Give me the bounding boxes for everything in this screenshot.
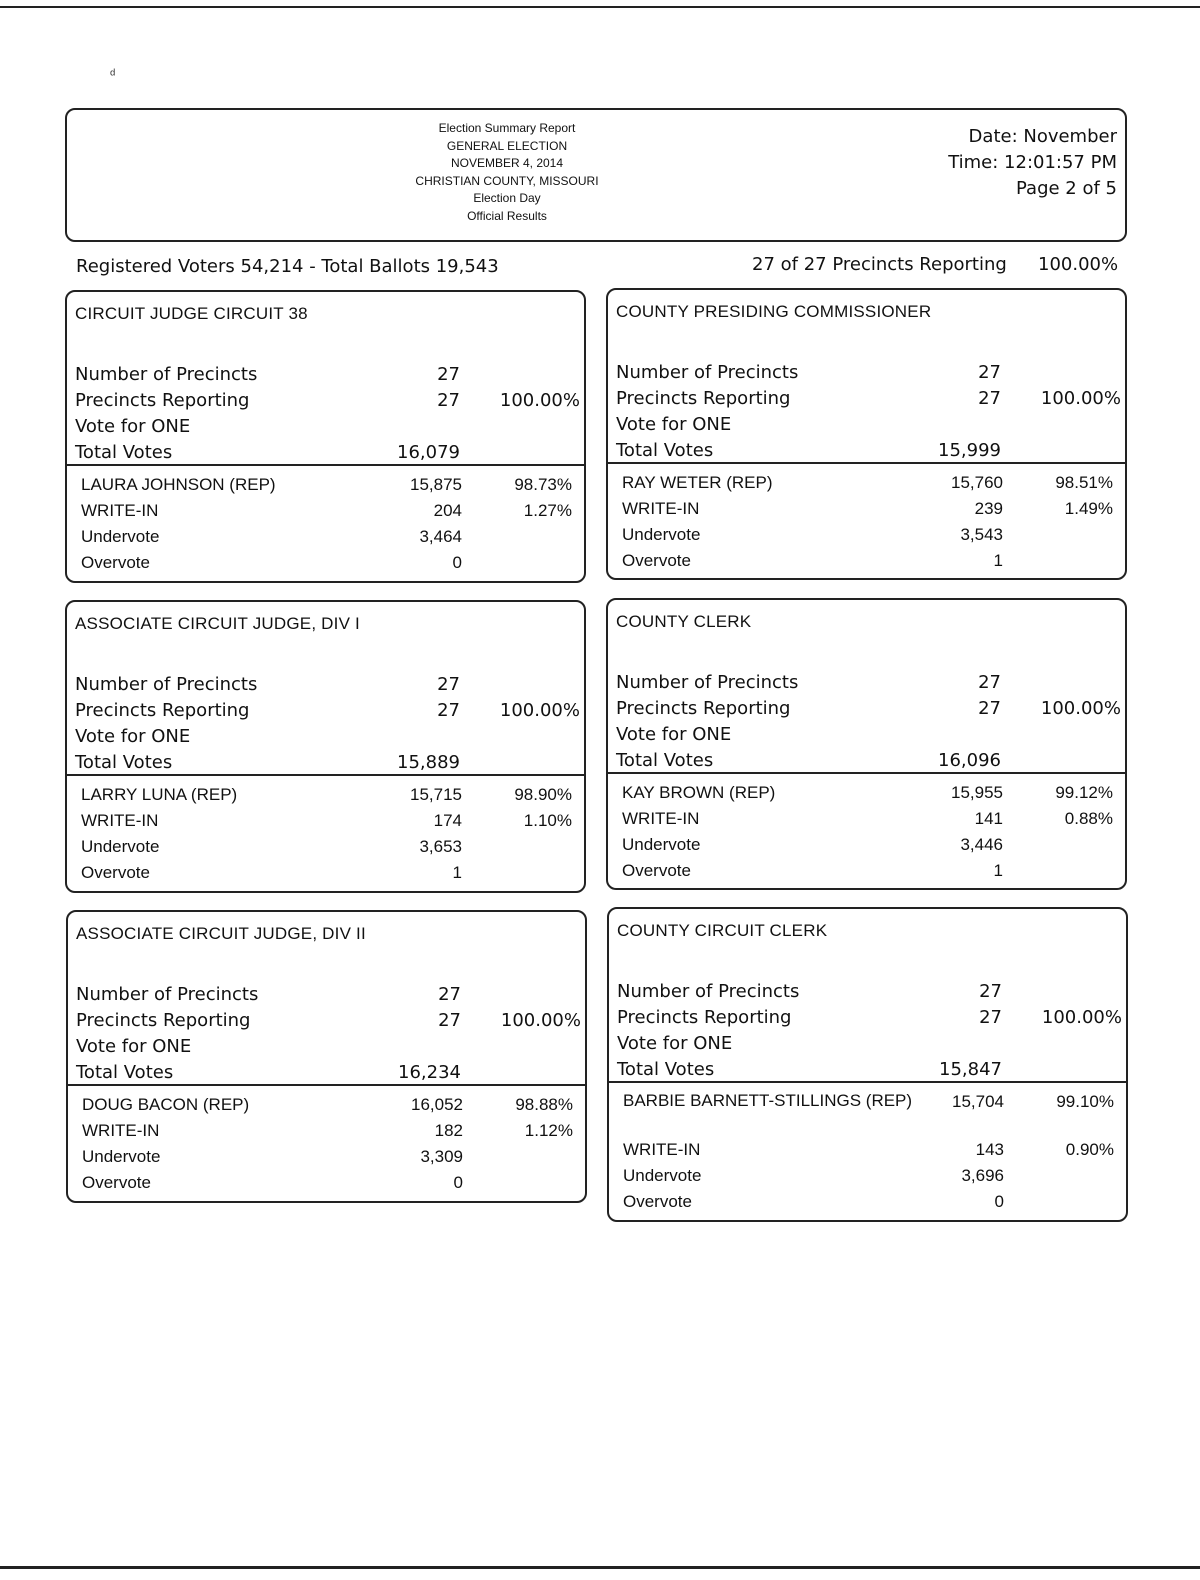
race-box [606, 598, 1127, 890]
stat-label: Vote for ONE [75, 726, 191, 747]
stat-value: 27 [437, 364, 460, 385]
candidate-percent: 1.12% [524, 1121, 573, 1140]
candidate-votes: 15,955 [951, 783, 1003, 802]
stat-row [616, 722, 1125, 748]
race-divider [67, 464, 584, 466]
stat-row [616, 412, 1125, 438]
candidate-percent: 0.88% [1064, 809, 1113, 828]
candidate-name: Overvote [81, 553, 150, 572]
report-time: Time: 12:01:57 PM [948, 152, 1117, 173]
candidate-list [622, 470, 1125, 574]
candidate-row [622, 832, 1125, 858]
race-stats [75, 362, 584, 466]
race-stats [617, 979, 1126, 1083]
stat-label: Total Votes [75, 752, 173, 773]
stat-value: 27 [979, 1007, 1002, 1028]
stat-row [75, 440, 584, 466]
race-stats [616, 670, 1125, 774]
report-meta [948, 124, 1117, 202]
candidate-percent: 1.49% [1064, 499, 1113, 518]
stat-row [617, 1031, 1126, 1057]
stat-percent: 100.00% [1040, 698, 1121, 719]
candidate-percent: 98.88% [515, 1095, 573, 1114]
stat-row [76, 1034, 585, 1060]
candidate-name: Overvote [622, 861, 691, 880]
stat-label: Number of Precincts [75, 364, 258, 385]
report-title-block [397, 120, 617, 225]
candidate-row [82, 1170, 585, 1196]
stat-value: 15,999 [938, 440, 1001, 461]
candidate-votes: 239 [974, 499, 1003, 518]
candidate-name: Overvote [82, 1173, 151, 1192]
candidate-votes: 3,309 [420, 1147, 463, 1166]
stat-label: Vote for ONE [75, 416, 191, 437]
precincts-reporting-percent: 100.00% [1038, 254, 1119, 275]
candidate-row [623, 1163, 1126, 1189]
stat-row [76, 1008, 585, 1034]
race-title: COUNTY PRESIDING COMMISSIONER [616, 302, 932, 321]
stat-label: Precincts Reporting [616, 388, 791, 409]
stat-row [76, 982, 585, 1008]
stat-value: 16,234 [398, 1062, 461, 1083]
candidate-name: WRITE-IN [81, 811, 159, 830]
candidate-row [81, 808, 584, 834]
stat-label: Precincts Reporting [617, 1007, 792, 1028]
race-divider [67, 774, 584, 776]
candidate-votes: 16,052 [411, 1095, 463, 1114]
candidate-name: Undervote [622, 525, 701, 544]
race-box [607, 907, 1128, 1222]
stat-row [616, 696, 1125, 722]
candidate-row [81, 524, 584, 550]
candidate-percent: 0.90% [1065, 1140, 1114, 1159]
candidate-votes: 1 [993, 551, 1003, 570]
voters-ballots-summary: Registered Voters 54,214 - Total Ballots 19,543 [76, 256, 499, 277]
candidate-name: KAY BROWN (REP) [622, 783, 776, 802]
stat-label: Total Votes [616, 750, 714, 771]
stat-row [617, 1005, 1126, 1031]
stat-value: 27 [979, 981, 1002, 1002]
page-number: Page 2 of 5 [1016, 178, 1117, 199]
candidate-row [81, 472, 584, 498]
candidate-name: WRITE-IN [623, 1140, 701, 1159]
report-date: Date: November [968, 126, 1117, 147]
candidate-percent: 98.73% [514, 475, 572, 494]
candidate-votes: 15,704 [952, 1092, 1004, 1111]
stat-value: 27 [978, 362, 1001, 383]
candidate-votes: 15,875 [410, 475, 462, 494]
candidate-percent: 99.10% [1056, 1092, 1114, 1111]
race-stats [76, 982, 585, 1086]
stat-label: Total Votes [75, 442, 173, 463]
candidate-votes: 174 [433, 811, 462, 830]
stat-row [75, 750, 584, 776]
race-divider [68, 1084, 585, 1086]
candidate-row [623, 1189, 1126, 1215]
stat-value: 15,847 [939, 1059, 1002, 1080]
stat-label: Precincts Reporting [616, 698, 791, 719]
candidate-votes: 3,446 [960, 835, 1003, 854]
stat-row [75, 698, 584, 724]
race-box [65, 600, 586, 893]
stat-label: Total Votes [616, 440, 714, 461]
candidate-name: DOUG BACON (REP) [82, 1095, 250, 1114]
candidate-name: WRITE-IN [622, 499, 700, 518]
stat-label: Precincts Reporting [75, 390, 250, 411]
stat-label: Number of Precincts [616, 672, 799, 693]
candidate-name: RAY WETER (REP) [622, 473, 773, 492]
stat-label: Vote for ONE [76, 1036, 192, 1057]
stat-row [616, 670, 1125, 696]
stat-value: 27 [978, 672, 1001, 693]
candidate-percent: 99.12% [1055, 783, 1113, 802]
jurisdiction: CHRISTIAN COUNTY, MISSOURI [415, 173, 599, 188]
candidate-list [81, 782, 584, 886]
candidate-votes: 3,696 [961, 1166, 1004, 1185]
candidate-row [81, 834, 584, 860]
bottom-rule [0, 1566, 1200, 1569]
candidate-name: Overvote [81, 863, 150, 882]
candidate-row [81, 550, 584, 576]
stat-label: Precincts Reporting [75, 700, 250, 721]
race-title: COUNTY CIRCUIT CLERK [617, 921, 828, 940]
candidate-row [622, 858, 1125, 884]
candidate-name: WRITE-IN [81, 501, 159, 520]
stat-percent: 100.00% [1041, 1007, 1122, 1028]
candidate-row [81, 860, 584, 886]
race-stats [75, 672, 584, 776]
candidate-name: Overvote [623, 1192, 692, 1211]
stat-percent: 100.00% [499, 390, 580, 411]
stat-row [75, 724, 584, 750]
candidate-votes: 143 [975, 1140, 1004, 1159]
stat-label: Number of Precincts [616, 362, 799, 383]
stat-percent: 100.00% [1040, 388, 1121, 409]
candidate-list [623, 1089, 1126, 1215]
stat-label: Vote for ONE [616, 414, 732, 435]
election-date: NOVEMBER 4, 2014 [450, 156, 564, 170]
candidate-name: Undervote [81, 527, 160, 546]
candidate-votes: 3,653 [419, 837, 462, 856]
candidate-votes: 0 [453, 1173, 463, 1192]
candidate-votes: 0 [452, 553, 462, 572]
race-title: COUNTY CLERK [616, 612, 752, 631]
candidate-votes: 141 [974, 809, 1003, 828]
election-day-label: Election Day [473, 191, 541, 205]
candidate-name: Undervote [82, 1147, 161, 1166]
candidate-name: Overvote [622, 551, 691, 570]
candidate-percent: 98.51% [1055, 473, 1113, 492]
stat-value: 27 [437, 700, 460, 721]
stat-label: Precincts Reporting [76, 1010, 251, 1031]
official-results-label: Official Results [467, 208, 547, 223]
candidate-votes: 1 [452, 863, 462, 882]
candidate-list [82, 1092, 585, 1196]
stat-label: Vote for ONE [616, 724, 732, 745]
candidate-row [81, 782, 584, 808]
race-box [606, 288, 1127, 580]
election-name: GENERAL ELECTION [446, 138, 568, 153]
candidate-row [622, 806, 1125, 832]
candidate-row [622, 522, 1125, 548]
race-stats [616, 360, 1125, 464]
race-divider [608, 772, 1125, 774]
race-title: ASSOCIATE CIRCUIT JUDGE, DIV II [76, 924, 366, 943]
report-header [65, 108, 1127, 242]
stat-label: Total Votes [617, 1059, 715, 1080]
stat-row [75, 388, 584, 414]
candidate-votes: 15,760 [951, 473, 1003, 492]
candidate-name: WRITE-IN [622, 809, 700, 828]
precincts-reporting-summary: 27 of 27 Precincts Reporting [752, 254, 1007, 275]
candidate-row [81, 498, 584, 524]
race-title: ASSOCIATE CIRCUIT JUDGE, DIV I [75, 614, 360, 633]
candidate-row [622, 470, 1125, 496]
candidate-name: LAURA JOHNSON (REP) [81, 475, 276, 494]
stat-row [76, 1060, 585, 1086]
candidate-votes: 0 [994, 1192, 1004, 1211]
stat-label: Total Votes [76, 1062, 174, 1083]
candidate-name: Undervote [623, 1166, 702, 1185]
candidate-list [622, 780, 1125, 884]
candidate-votes: 204 [433, 501, 462, 520]
candidate-votes: 3,464 [419, 527, 462, 546]
stat-value: 27 [978, 388, 1001, 409]
stat-value: 27 [438, 1010, 461, 1031]
race-title: CIRCUIT JUDGE CIRCUIT 38 [75, 304, 308, 323]
candidate-row [622, 496, 1125, 522]
stat-row [616, 386, 1125, 412]
candidate-name: LARRY LUNA (REP) [81, 785, 238, 804]
stat-row [616, 360, 1125, 386]
stat-label: Number of Precincts [617, 981, 800, 1002]
top-rule [0, 6, 1200, 8]
candidate-name: WRITE-IN [82, 1121, 160, 1140]
candidate-name: BARBIE BARNETT-STILLINGS (REP) [623, 1091, 913, 1110]
stat-row [616, 438, 1125, 464]
stat-label: Number of Precincts [76, 984, 259, 1005]
race-divider [609, 1081, 1126, 1083]
candidate-row [82, 1118, 585, 1144]
candidate-row [82, 1092, 585, 1118]
stat-row [616, 748, 1125, 774]
stat-value: 27 [437, 390, 460, 411]
stat-value: 15,889 [397, 752, 460, 773]
candidate-list [81, 472, 584, 576]
race-box [65, 290, 586, 583]
stat-label: Vote for ONE [617, 1033, 733, 1054]
candidate-percent: 1.10% [523, 811, 572, 830]
candidate-votes: 15,715 [410, 785, 462, 804]
stat-row [75, 672, 584, 698]
stat-row [75, 414, 584, 440]
scan-mark: ᵈ [110, 66, 116, 82]
stat-percent: 100.00% [500, 1010, 581, 1031]
stat-value: 27 [437, 674, 460, 695]
candidate-name: Undervote [81, 837, 160, 856]
stat-row [617, 1057, 1126, 1083]
race-divider [608, 462, 1125, 464]
candidate-row [622, 548, 1125, 574]
candidate-row [623, 1089, 1126, 1137]
report-title: Election Summary Report [438, 121, 576, 135]
candidate-name: Undervote [622, 835, 701, 854]
stat-label: Number of Precincts [75, 674, 258, 695]
stat-value: 16,096 [938, 750, 1001, 771]
stat-value: 27 [978, 698, 1001, 719]
candidate-votes: 182 [434, 1121, 463, 1140]
race-box [66, 910, 587, 1203]
candidate-row [82, 1144, 585, 1170]
candidate-row [622, 780, 1125, 806]
candidate-votes: 1 [993, 861, 1003, 880]
stat-row [75, 362, 584, 388]
stat-row [617, 979, 1126, 1005]
candidate-votes: 3,543 [960, 525, 1003, 544]
stat-value: 27 [438, 984, 461, 1005]
candidate-row [623, 1137, 1126, 1163]
stat-value: 16,079 [397, 442, 460, 463]
candidate-percent: 1.27% [523, 501, 572, 520]
stat-percent: 100.00% [499, 700, 580, 721]
candidate-percent: 98.90% [514, 785, 572, 804]
